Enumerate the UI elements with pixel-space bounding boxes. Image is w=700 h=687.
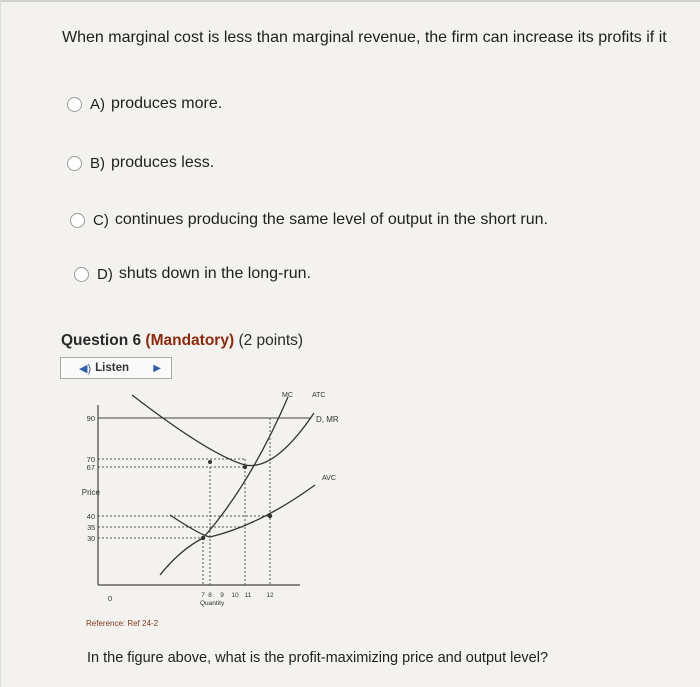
play-icon[interactable]: ▶ <box>153 362 161 374</box>
question-6-title <box>61 332 303 350</box>
atc-curve <box>132 395 314 466</box>
option-text: shuts down in the long-run. <box>118 265 311 282</box>
radio-icon[interactable] <box>67 156 82 171</box>
mc-curve <box>160 397 288 575</box>
avc-point <box>268 514 272 518</box>
reference-label: Reference: Ref 24-2 <box>86 619 159 628</box>
radio-icon[interactable] <box>74 267 89 282</box>
points-label: (2 points) <box>238 332 304 349</box>
option-text: produces more. <box>111 95 223 112</box>
option-d[interactable] <box>74 265 311 283</box>
atc-point <box>208 460 212 464</box>
mc-label: MC <box>282 392 293 399</box>
top-border <box>0 0 700 2</box>
avc-label: AVC <box>322 475 336 482</box>
y-tick-90: 90 <box>86 414 95 423</box>
option-letter: D) <box>97 265 113 283</box>
x-tick-12: 12 <box>266 592 274 599</box>
atc-min-point <box>243 465 247 469</box>
option-letter: B) <box>90 154 105 172</box>
question-number: Question 6 <box>61 332 142 349</box>
y-tick-67: 67 <box>86 463 95 472</box>
option-letter: A) <box>90 95 105 113</box>
option-text: produces less. <box>111 154 215 171</box>
question-text: When marginal cost is less than marginal revenue, the firm can increase its profits if it <box>62 29 667 46</box>
atc-label: ATC <box>312 392 326 399</box>
x-tick-9: 9 <box>220 592 224 599</box>
x-tick-10: 10 <box>231 592 239 599</box>
figure-question-text: In the figure above, what is the profit-maximizing price and output level? <box>87 650 549 666</box>
y-axis-label: Price <box>81 488 100 497</box>
x-tick-8: 8 <box>208 592 212 599</box>
mandatory-label: (Mandatory) <box>145 332 235 349</box>
y-tick-40: 40 <box>86 512 95 521</box>
d-mr-label: D, MR <box>316 415 339 424</box>
option-b[interactable] <box>67 154 214 172</box>
y-tick-30: 30 <box>87 536 95 543</box>
listen-button[interactable] <box>60 357 172 379</box>
x-tick-7: 7 <box>201 592 205 599</box>
radio-icon[interactable] <box>67 97 82 112</box>
option-text: continues producing the same level of output in the short run. <box>114 211 548 228</box>
left-border <box>0 0 1 687</box>
avc-curve <box>170 485 315 537</box>
cost-curves-figure <box>60 385 360 615</box>
y-tick-70: 70 <box>86 455 95 464</box>
x-axis-label: Quantity <box>200 600 225 607</box>
avc-min-point <box>201 536 205 540</box>
option-letter: C) <box>93 211 109 229</box>
option-a[interactable] <box>67 95 222 113</box>
option-c[interactable] <box>70 211 548 229</box>
speaker-icon: ◀) <box>79 362 92 375</box>
x-tick-11: 11 <box>244 592 252 599</box>
y-tick-35: 35 <box>87 525 95 532</box>
radio-icon[interactable] <box>70 213 85 228</box>
origin-label: 0 <box>108 594 113 603</box>
listen-label: Listen <box>95 362 129 374</box>
